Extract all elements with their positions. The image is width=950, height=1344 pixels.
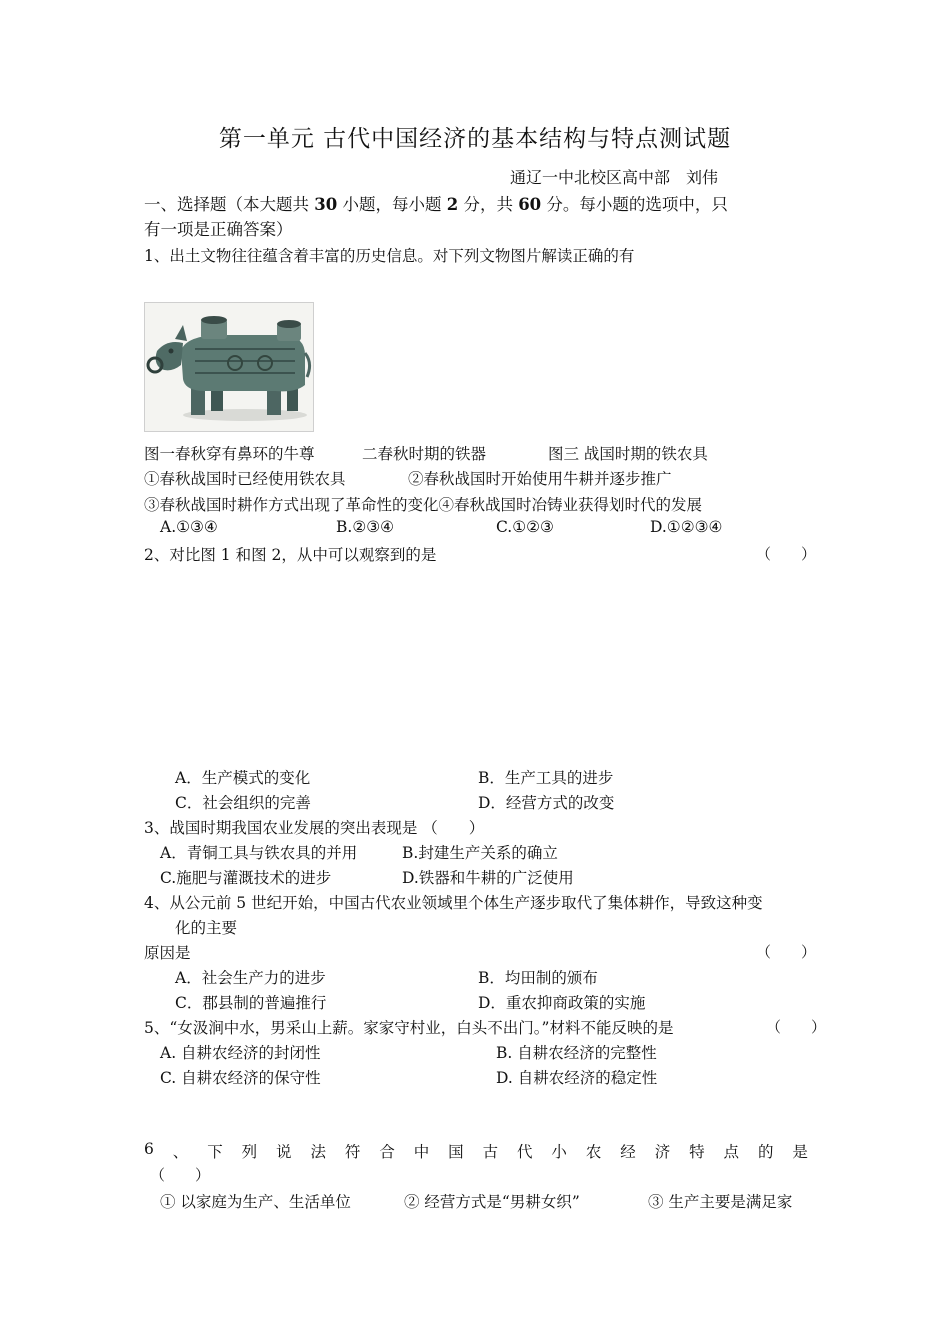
q4-option-b: B．均田制的颁布 [478, 969, 598, 987]
q6-char: 合 [379, 1143, 395, 1161]
q6-answer-paren: （ ） [150, 1166, 211, 1184]
q6-char: 经 [620, 1143, 636, 1161]
q6-char: 农 [585, 1143, 602, 1161]
q4-option-c: C．郡县制的普遍推行 [175, 994, 327, 1012]
q6-statement-3: ③ 生产主要是满足家 [648, 1193, 793, 1211]
q6-char: 特 [689, 1143, 705, 1161]
q6-char: 6 [144, 1140, 154, 1158]
section-text-4: 分。每小题的选项中，只 [541, 195, 728, 214]
q6-char: 古 [482, 1143, 499, 1161]
q6-char: 说 [276, 1143, 292, 1161]
q5-option-d: D. 自耕农经济的稳定性 [496, 1069, 658, 1087]
section-heading-line2: 有一项是正确答案） [144, 220, 293, 239]
q5-option-a: A. 自耕农经济的封闭性 [160, 1044, 321, 1062]
question-count: 30 [314, 195, 338, 214]
q5-option-b: B. 自耕农经济的完整性 [496, 1044, 657, 1062]
page-title: 第一单元 古代中国经济的基本结构与特点测试题 [218, 126, 732, 152]
points-total: 60 [518, 195, 542, 214]
q1-option-c: C.①②③ [496, 518, 554, 536]
q1-statement-2: ②春秋战国时开始使用牛耕并逐步推广 [408, 470, 672, 488]
q5-option-c: C. 自耕农经济的保守性 [160, 1069, 321, 1087]
q6-char: 济 [654, 1143, 671, 1161]
q6-char: 列 [241, 1143, 258, 1161]
q6-statement-2: ② 经营方式是“男耕女织” [404, 1193, 580, 1211]
q6-char: 国 [448, 1143, 464, 1161]
bronze-ox-zun-image [144, 302, 314, 432]
q3-option-a: A．青铜工具与铁农具的并用 [160, 844, 358, 862]
q2-option-d: D．经营方式的改变 [478, 794, 615, 812]
q4-stem-line3: 原因是 [144, 944, 191, 962]
q4-answer-paren: （ ） [756, 943, 817, 961]
q2-stem: 2、对比图 1 和图 2，从中可以观察到的是 [144, 546, 437, 564]
q3-option-c: C.施肥与灌溉技术的进步 [160, 869, 332, 887]
q1-caption-2: 二春秋时期的铁器 [362, 445, 487, 463]
section-text-1: 一、选择题（本大题共 [144, 195, 315, 214]
q1-option-d: D.①②③④ [650, 518, 723, 536]
q1-stem: 1、出土文物往往蕴含着丰富的历史信息。对下列文物图片解读正确的有 [144, 247, 635, 265]
q6-char: 符 [344, 1143, 361, 1161]
q1-statement-1: ①春秋战国时已经使用铁农具 [144, 470, 346, 488]
section-text-3: 分，共 [458, 195, 519, 214]
q3-option-d: D.铁器和牛耕的广泛使用 [402, 869, 574, 887]
q4-stem-line1: 4、从公元前 5 世纪开始，中国古代农业领域里个体生产逐步取代了集体耕作，导致这种变 [144, 894, 763, 912]
q6-char: 的 [757, 1143, 774, 1161]
q3-stem: 3、战国时期我国农业发展的突出表现是 （ ） [144, 819, 485, 837]
q2-option-c: C．社会组织的完善 [175, 794, 311, 812]
q1-option-a: A.①③④ [160, 518, 218, 536]
q6-statement-1: ① 以家庭为生产、生活单位 [160, 1193, 351, 1211]
q6-char: 小 [551, 1143, 567, 1161]
points-each: 2 [446, 195, 459, 214]
q1-statement-3: ③春秋战国时耕作方式出现了革命性的变化④春秋战国时冶铸业获得划时代的发展 [144, 496, 703, 514]
q2-option-b: B．生产工具的进步 [478, 769, 614, 787]
q6-char: 代 [517, 1143, 533, 1161]
q6-char: 下 [207, 1143, 223, 1161]
q6-stem [144, 1140, 808, 1162]
q5-answer-paren: （ ） [766, 1018, 827, 1036]
q6-char: 点 [723, 1143, 740, 1161]
q1-caption-3: 图三 战国时期的铁农具 [548, 445, 708, 463]
q6-char: 、 [172, 1143, 189, 1161]
q4-option-d: D．重农抑商政策的实施 [478, 994, 646, 1012]
section-heading [144, 191, 728, 215]
q3-option-b: B.封建生产关系的确立 [402, 844, 558, 862]
q6-char: 法 [310, 1143, 326, 1161]
q4-stem-line2: 化的主要 [175, 919, 238, 937]
author-line: 通辽一中北校区高中部 刘伟 [510, 168, 719, 187]
q6-char: 是 [792, 1143, 808, 1161]
q5-stem: 5、“女汲涧中水，男采山上薪。家家守村业，白头不出门。”材料不能反映的是 [144, 1019, 674, 1037]
q2-answer-paren: （ ） [756, 545, 817, 563]
q1-caption-1: 图一春秋穿有鼻环的牛尊 [144, 445, 315, 463]
q1-option-b: B.②③④ [336, 518, 395, 536]
q6-char: 中 [413, 1143, 430, 1161]
q4-option-a: A．社会生产力的进步 [175, 969, 326, 987]
q2-option-a: A．生产模式的变化 [175, 769, 311, 787]
section-text-2: 小题，每小题 [337, 195, 447, 214]
